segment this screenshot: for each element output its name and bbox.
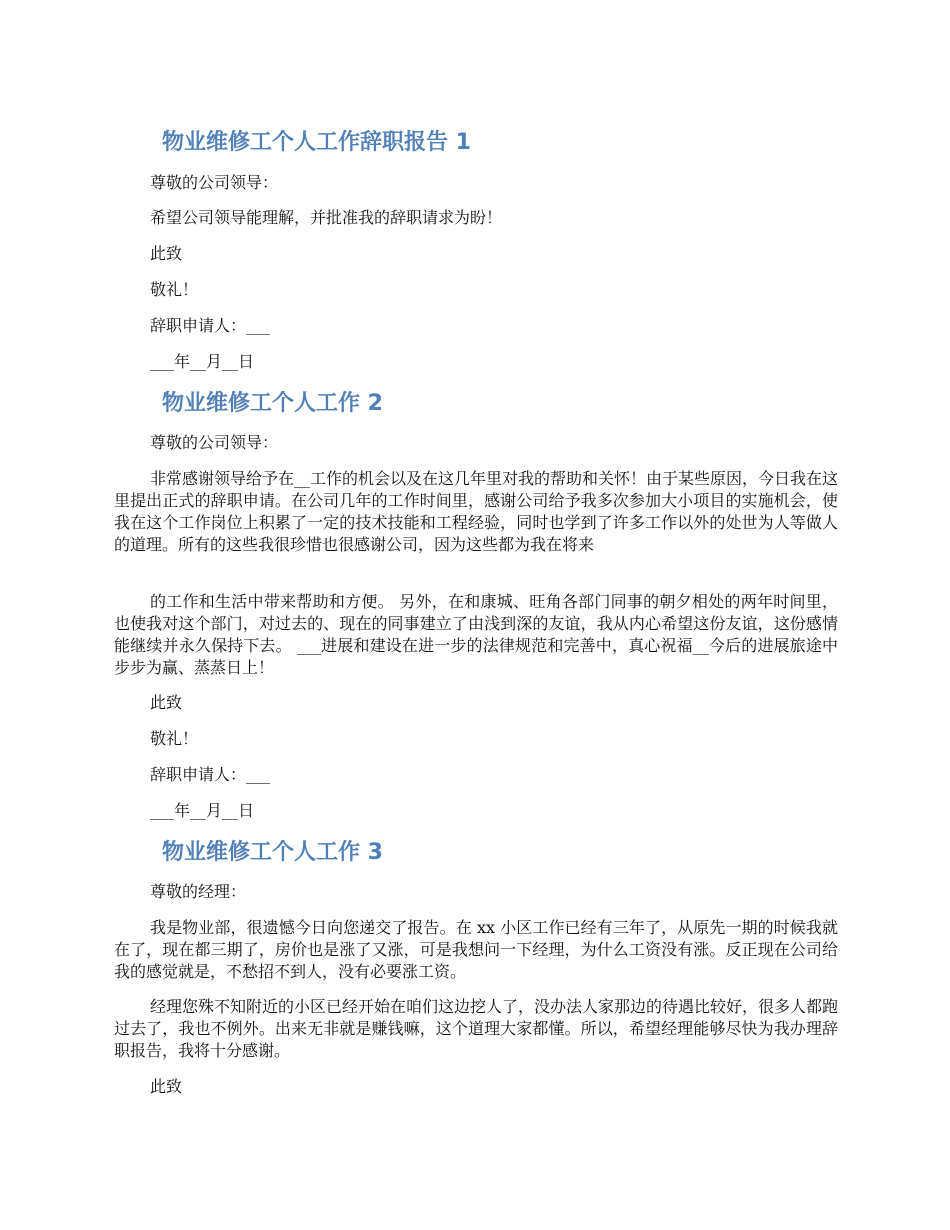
- section-2-date: ___年__月__日: [150, 801, 255, 820]
- section-2-paragraph-1: 非常感谢领导给予在__工作的机会以及在这几年里对我的帮助和关怀！由于某些原因，今日我在这里提出正式的辞职申请。在公司几年的工作时间里，感谢公司给予我多次参加大小项目的实施机会，使我在这个工作岗位上积累了一定的技术技能和工程经验，同时也学到了许多工作以外的处世为人等做人的道理。所有的这些我很珍惜也很感谢公司，因为这些都为我在将来: [114, 469, 839, 554]
- section-2-applicant: 辞职申请人：___: [150, 765, 271, 784]
- section-1-salutation: 尊敬的公司领导：: [150, 173, 279, 192]
- section-3-paragraph-1: 我是物业部，很遗憾今日向您递交了报告。在 xx 小区工作已经有三年了，从原先一期的时候我就在了，现在都三期了，房价也是涨了又涨，可是我想问一下经理，为什么工资没有涨。反正现在公司给我的感觉就是，不愁招不到人，没有必要涨工资。: [114, 918, 838, 981]
- section-1-applicant: 辞职申请人：___: [150, 316, 271, 335]
- section-1-title: 物业维修工个人工作辞职报告 1: [162, 130, 471, 155]
- section-3-closing: 此致: [150, 1077, 183, 1096]
- section-3-salutation: 尊敬的经理：: [150, 882, 247, 901]
- section-1-date: ___年__月__日: [150, 352, 255, 371]
- section-1-closing: 此致: [150, 244, 183, 263]
- section-2-paragraph-2: 的工作和生活中带来帮助和方便。 另外，在和康城、旺角各部门同事的朝夕相处的两年时间里，也使我对这个部门，对过去的、现在的同事建立了由浅到深的友谊，我从内心希望这份友谊，这份感情能继续并永久保持下去。 ___进展和建设在进一步的法律规范和完善中，真心祝福__今后的进展旅途中步步为赢、蒸蒸日上！: [114, 592, 838, 677]
- section-3-paragraph-2: 经理您殊不知附近的小区已经开始在咱们这边挖人了，没办法人家那边的待遇比较好，很多人都跑过去了，我也不例外。出来无非就是赚钱嘛，这个道理大家都懂。所以，希望经理能够尽快为我办理辞职报告，我将十分感谢。: [114, 997, 839, 1060]
- section-2-regards: 敬礼！: [150, 729, 199, 748]
- section-2-closing: 此致: [150, 693, 183, 712]
- section-2-title: 物业维修工个人工作 2: [162, 391, 383, 416]
- section-3-title: 物业维修工个人工作 3: [162, 840, 383, 865]
- section-1-regards: 敬礼！: [150, 280, 199, 299]
- section-1-body: 希望公司领导能理解，并批准我的辞职请求为盼！: [150, 208, 503, 227]
- section-2-salutation: 尊敬的公司领导：: [150, 433, 279, 452]
